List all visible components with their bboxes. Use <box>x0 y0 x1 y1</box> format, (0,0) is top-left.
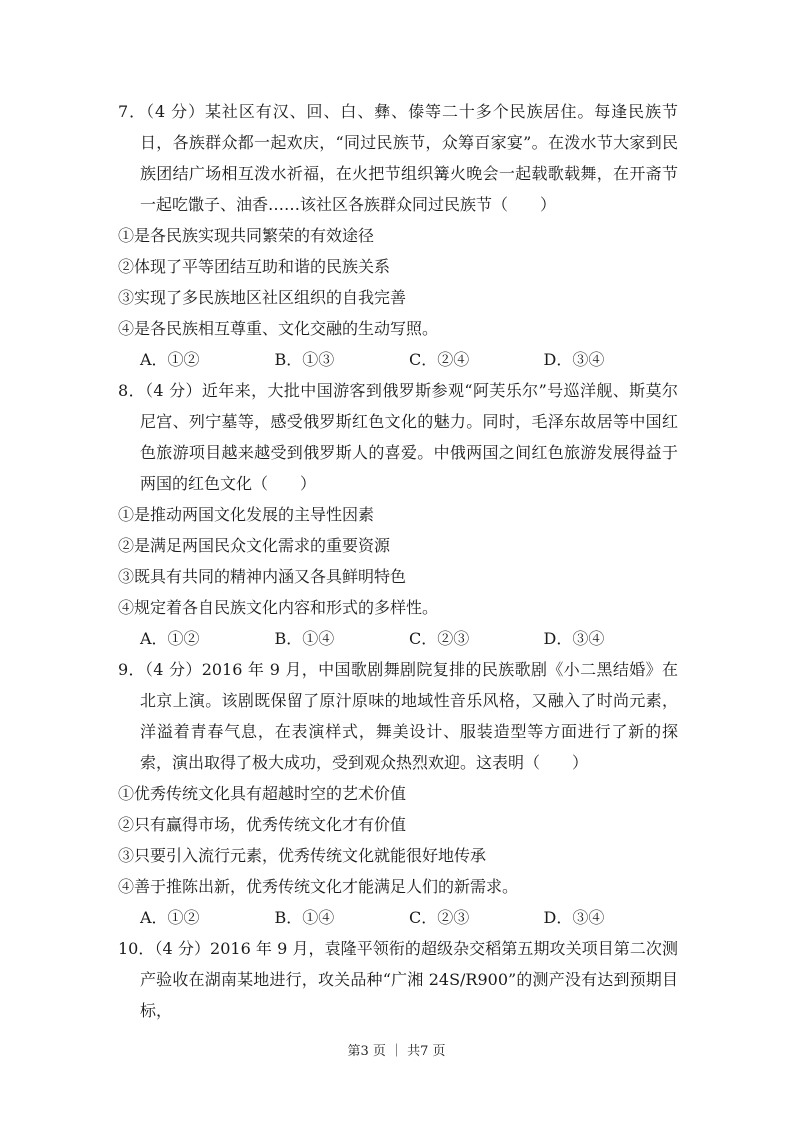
statement-option: ③只要引入流行元素，优秀传统文化就能很好地传承 <box>118 846 487 865</box>
choice-d: D．③④ <box>543 629 605 648</box>
page-content <box>118 96 678 1026</box>
question-8 <box>118 375 678 654</box>
choice-a: A．①② <box>140 629 200 648</box>
choice-c: C．②③ <box>409 908 470 927</box>
statement-option: ④善于推陈出新，优秀传统文化才能满足人们的新需求。 <box>118 877 519 896</box>
question-stem: 10．（4 分）2016 年 9 月，袁隆平领衔的超级杂交稻第五期攻关项目第二次测产验收在湖南某地进行，攻关品种“广湘 24S/R900”的测产没有达到预期目标， <box>118 939 678 1020</box>
question-stem: 8．（4 分）近年来，大批中国游客到俄罗斯参观“阿芙乐尔”号巡洋舰、斯莫尔尼宫、列宁墓等，感受俄罗斯红色文化的魅力。同时，毛泽东故居等中国红色旅游项目越来越受到俄罗斯人的喜爱。中俄两国之间红色旅游发展得益于两国的红色文化（ ） <box>118 381 678 493</box>
answer-choices <box>118 623 678 654</box>
statement-option: ②只有赢得市场，优秀传统文化才有价值 <box>118 815 407 834</box>
question-10 <box>118 933 678 1026</box>
answer-choices <box>118 902 678 933</box>
statement-option: ①是各民族实现共同繁荣的有效途径 <box>118 226 375 245</box>
statement-option: ④规定着各自民族文化内容和形式的多样性。 <box>118 598 439 617</box>
choice-c: C．②④ <box>409 350 470 369</box>
choice-b: B．①③ <box>274 350 335 369</box>
question-9 <box>118 654 678 933</box>
statement-option: ②是满足两国民众文化需求的重要资源 <box>118 536 391 555</box>
choice-d: D．③④ <box>543 350 605 369</box>
choice-c: C．②③ <box>409 629 470 648</box>
choice-a: A．①② <box>140 908 200 927</box>
choice-a: A．①② <box>140 350 200 369</box>
statement-option: ③既具有共同的精神内涵又各具鲜明特色 <box>118 567 407 586</box>
page-footer: 第3 页 ｜ 共7 页 <box>347 1044 446 1059</box>
question-stem: 9．（4 分）2016 年 9 月，中国歌剧舞剧院复排的民族歌剧《小二黑结婚》在北京上演。该剧既保留了原汁原味的地域性音乐风格，又融入了时尚元素，洋溢着青春气息，在表演样式，舞美设计、服装造型等方面进行了新的探索，演出取得了极大成功，受到观众热烈欢迎。这表明（ ） <box>118 660 678 772</box>
question-7 <box>118 96 678 375</box>
choice-d: D．③④ <box>543 908 605 927</box>
statement-option: ①是推动两国文化发展的主导性因素 <box>118 505 375 524</box>
answer-choices <box>118 344 678 375</box>
statement-option: ①优秀传统文化具有超越时空的艺术价值 <box>118 784 407 803</box>
choice-b: B．①④ <box>274 629 335 648</box>
statement-option: ④是各民族相互尊重、文化交融的生动写照。 <box>118 319 439 338</box>
statement-option: ②体现了平等团结互助和谐的民族关系 <box>118 257 391 276</box>
question-stem: 7．（4 分）某社区有汉、回、白、彝、傣等二十多个民族居住。每逢民族节日，各族群众都一起欢庆，“同过民族节，众筹百家宴”。在泼水节大家到民族团结广场相互泼水祈福，在火把节组织篝火晚会一起载歌载舞，在开斋节一起吃馓子、油香……该社区各族群众同过民族节（ ） <box>118 102 678 214</box>
statement-option: ③实现了多民族地区社区组织的自我完善 <box>118 288 407 307</box>
choice-b: B．①④ <box>274 908 335 927</box>
